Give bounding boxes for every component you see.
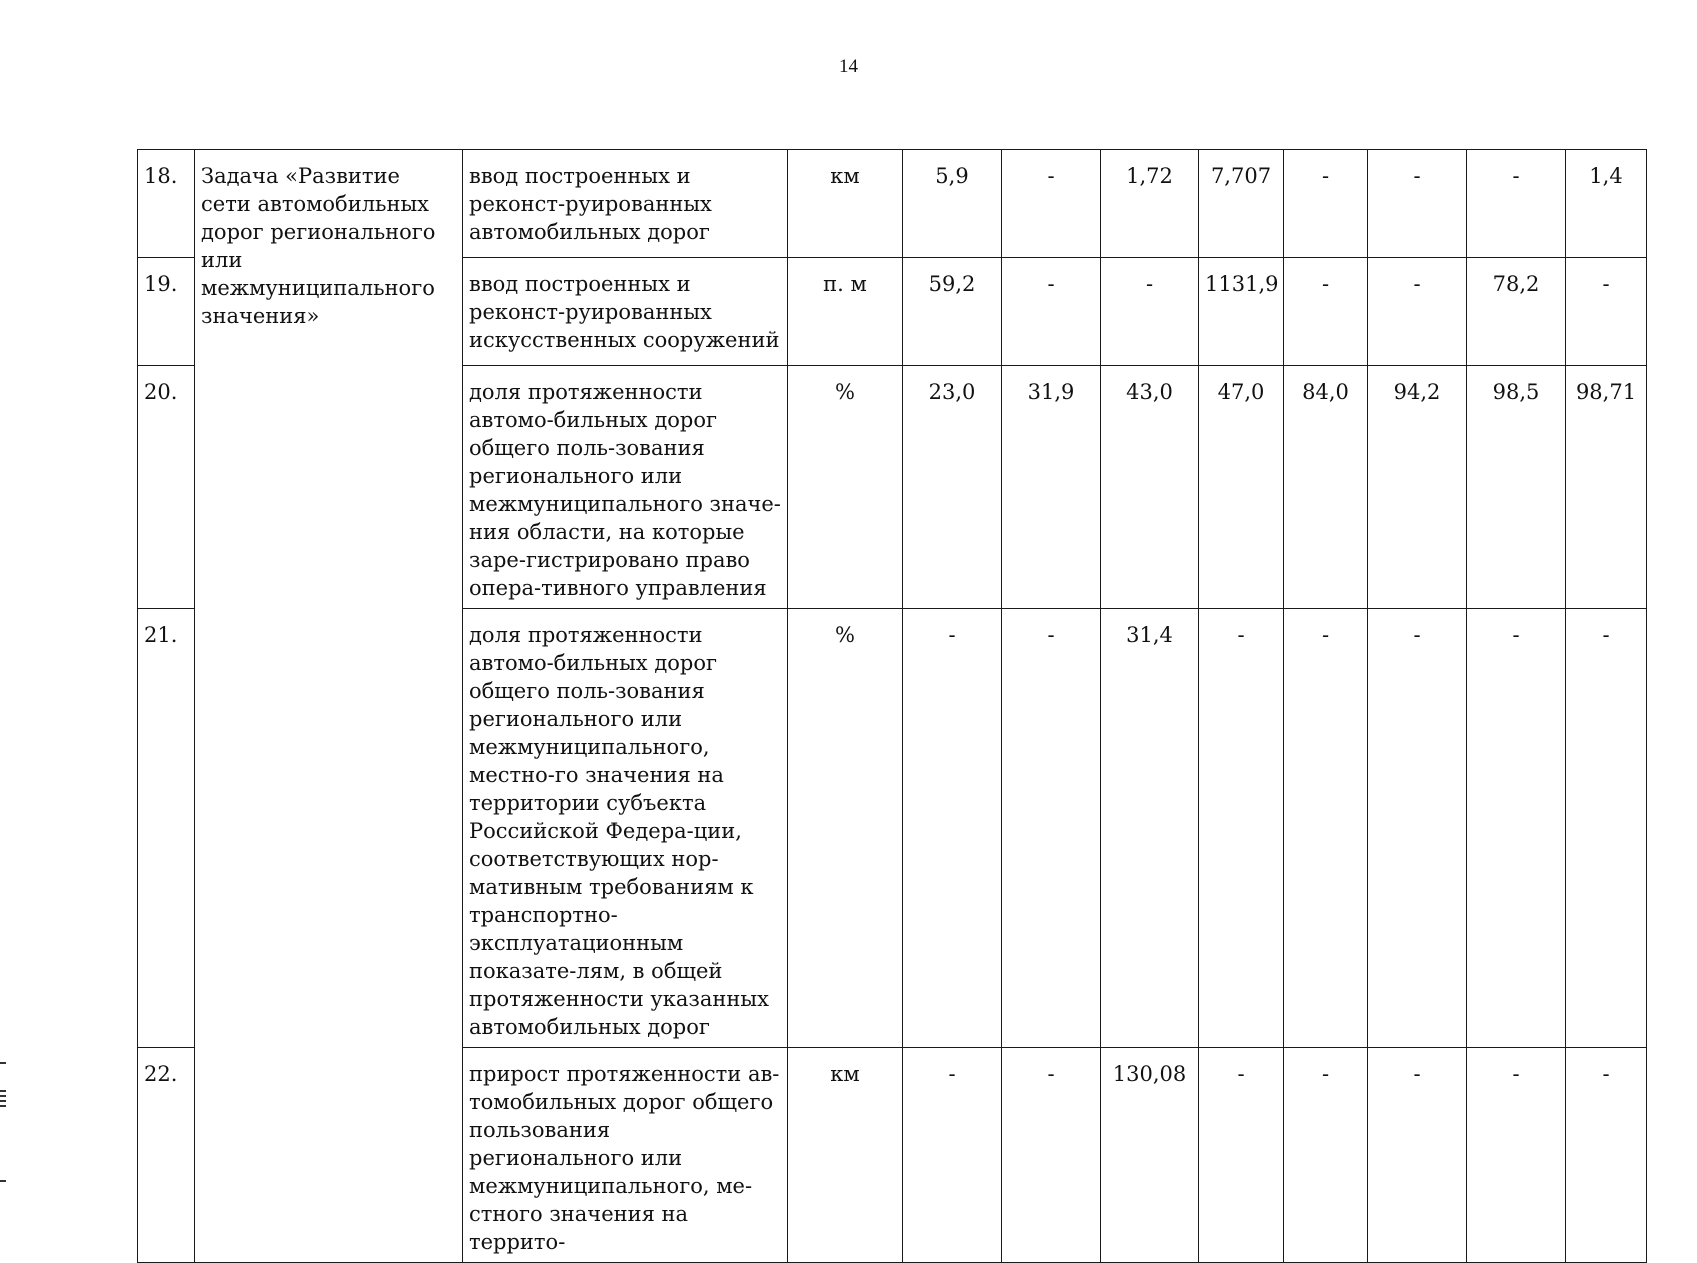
value-cell: -: [1566, 1048, 1647, 1263]
unit-cell: км: [788, 150, 903, 258]
row-number: 19.: [138, 258, 195, 366]
value-cell: -: [1467, 609, 1566, 1048]
value-cell: -: [1002, 150, 1101, 258]
scan-mark: [0, 1095, 6, 1097]
value-cell: 31,9: [1002, 366, 1101, 609]
value-cell: 98,5: [1467, 366, 1566, 609]
indicator-cell: ввод построенных и реконст-руированных искусственных сооружений: [463, 258, 788, 366]
value-cell: -: [1284, 150, 1368, 258]
scan-mark: [0, 1062, 6, 1064]
task-cell: Задача «Развитие сети автомобильных дорог регионального или межмуниципального значения»: [195, 150, 463, 1263]
value-cell: 84,0: [1284, 366, 1368, 609]
value-cell: -: [1199, 1048, 1284, 1263]
unit-cell: п. м: [788, 258, 903, 366]
value-cell: 98,71: [1566, 366, 1647, 609]
value-cell: -: [1101, 258, 1199, 366]
value-cell: -: [1566, 258, 1647, 366]
indicator-cell: ввод построенных и реконст-руированных автомобильных дорог: [463, 150, 788, 258]
row-number: 18.: [138, 150, 195, 258]
indicator-cell: доля протяженности автомо-бильных дорог общего поль-зования регионального или межмуниципального, местно-го значения на территории субъекта Российской Федера-ции, соответствующих нор-мативным требованиям к транспортно-эксплуатационным показате-лям, в общей протяженности указанных автомобильных дорог: [463, 609, 788, 1048]
row-number: 20.: [138, 366, 195, 609]
indicator-cell: прирост протяженности ав-томобильных дорог общего пользования регионального или межмуниципального, ме-стного значения на террито-: [463, 1048, 788, 1263]
value-cell: 31,4: [1101, 609, 1199, 1048]
value-cell: -: [1467, 1048, 1566, 1263]
value-cell: -: [1284, 1048, 1368, 1263]
value-cell: 94,2: [1368, 366, 1467, 609]
value-cell: 78,2: [1467, 258, 1566, 366]
scan-mark: [0, 1180, 6, 1182]
value-cell: -: [1002, 258, 1101, 366]
value-cell: -: [1002, 609, 1101, 1048]
value-cell: 1,72: [1101, 150, 1199, 258]
unit-cell: км: [788, 1048, 903, 1263]
unit-cell: %: [788, 366, 903, 609]
value-cell: -: [1284, 258, 1368, 366]
value-cell: -: [1368, 1048, 1467, 1263]
value-cell: 43,0: [1101, 366, 1199, 609]
value-cell: -: [903, 1048, 1002, 1263]
value-cell: -: [1368, 609, 1467, 1048]
value-cell: -: [1284, 609, 1368, 1048]
value-cell: -: [1467, 150, 1566, 258]
value-cell: -: [1566, 609, 1647, 1048]
scan-mark: [0, 1100, 6, 1102]
value-cell: 23,0: [903, 366, 1002, 609]
value-cell: 7,707: [1199, 150, 1284, 258]
scan-mark: [0, 1090, 6, 1092]
value-cell: 1,4: [1566, 150, 1647, 258]
row-number: 22.: [138, 1048, 195, 1263]
table-row: [138, 150, 1647, 258]
value-cell: 47,0: [1199, 366, 1284, 609]
value-cell: -: [1368, 258, 1467, 366]
row-number: 21.: [138, 609, 195, 1048]
value-cell: 130,08: [1101, 1048, 1199, 1263]
indicator-cell: доля протяженности автомо-бильных дорог общего поль-зования регионального или межмуниципального значе-ния области, на которые заре-гистрировано право опера-тивного управления: [463, 366, 788, 609]
value-cell: 59,2: [903, 258, 1002, 366]
indicators-table: [137, 149, 1647, 1263]
value-cell: 1131,9: [1199, 258, 1284, 366]
value-cell: -: [1368, 150, 1467, 258]
page-number: 14: [839, 56, 858, 77]
scan-mark: [0, 1105, 6, 1107]
unit-cell: %: [788, 609, 903, 1048]
value-cell: -: [903, 609, 1002, 1048]
value-cell: -: [1002, 1048, 1101, 1263]
value-cell: -: [1199, 609, 1284, 1048]
value-cell: 5,9: [903, 150, 1002, 258]
